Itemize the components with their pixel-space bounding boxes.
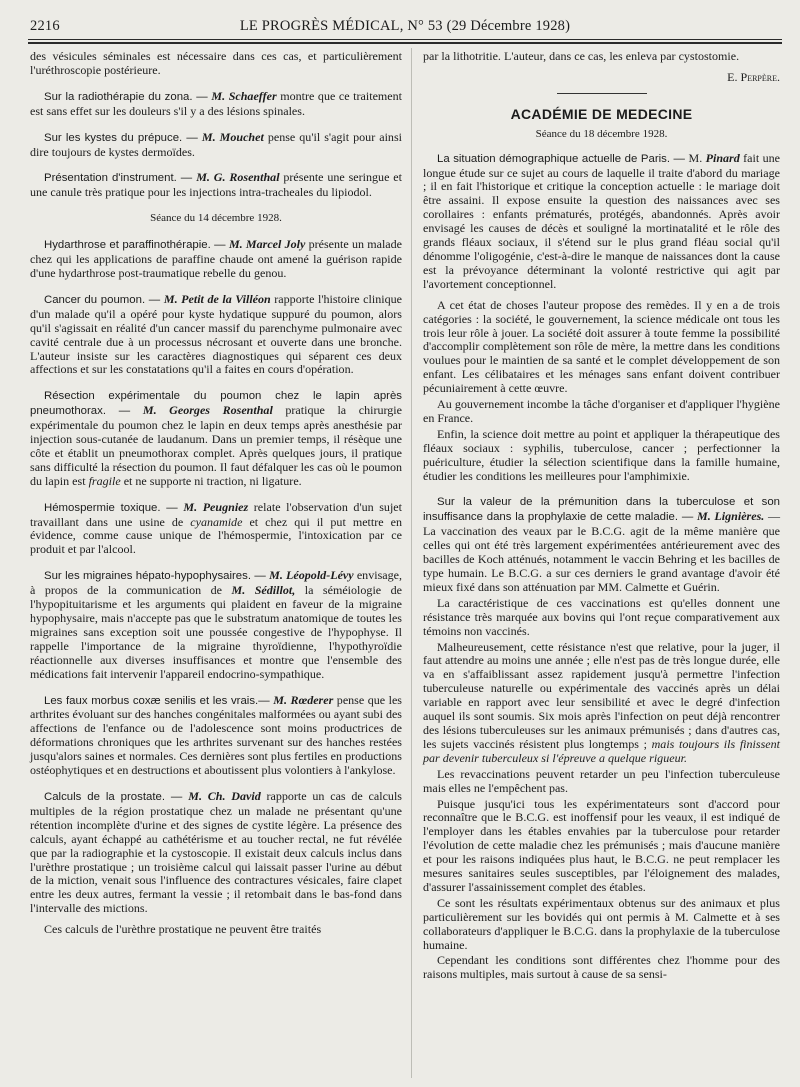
paragraph-text: pense qu'il s'agit pour ainsi dire toujours de kystes dermoïdes. — [30, 129, 402, 159]
section-heading: ACADÉMIE DE MEDECINE — [510, 105, 693, 122]
page-number: 2216 — [30, 18, 60, 34]
author-name: M. Georges Rosenthal — [142, 403, 273, 418]
item-title: Calculs de la prostate. — — [44, 790, 189, 803]
paragraph — [30, 238, 402, 281]
paragraph — [30, 569, 402, 681]
header-rule-thick — [28, 42, 782, 44]
paragraph — [423, 641, 780, 766]
paragraph-text: relate l'observation d'un sujet travaillant dans une usine de — [30, 499, 403, 529]
paragraph: Les revaccinations peuvent retarder un peu l'infection tuberculeuse mais elles ne l'empêchent pas. — [423, 766, 780, 795]
paragraph-text: — La vaccination des veaux par le B.C.G. agit de la même manière que celles qui ont été très largement expérimentées antérieurement avec des bacilles de Koch atténués, notamment le vaccin Behring et les bacilles de type humain. Le B.C.G. a sur ces derniers le grand avantage d'avoir été mieux fixé dans son atténuation par MM. Calmette et Guérin. — [423, 509, 780, 594]
item-title: Résection expérimentale du poumon chez le lapin après pneumothorax. — — [30, 390, 402, 418]
author-name: M. Marcel Joly — [228, 237, 306, 252]
paragraph-text: fait une longue étude sur ce sujet au cours de laquelle il traite d'abord du mariage ; il en fait l'historique et critique la conception actuelle : le mariage doit être assaini. Il expose ensuite la question des naissances avec ses corollaires : enfants prématurés, protégés, abandonnés. Après avoir envisagé les causes de décès et souligné la mortinatalité et le rôle des grands fléaux sociaux, il s'étend sur le plus grand fléau social qu'il dénomme l'oligogénie, c'est-à-dire le manque de naissances dont la cause est la prévoyance déterminant la volonté restrictive qui agit par l'avortement conceptionnel. — [423, 150, 780, 291]
paragraph: des vésicules séminales est nécessaire dans ces cas, et particulièrement l'uréthroscopie postérieure. — [30, 49, 402, 77]
right-column — [423, 50, 780, 984]
paragraph — [423, 152, 780, 292]
paragraph: La caractéristique de ces vaccinations est qu'elles donnent une résistance très marquée aux bovins qui l'ont reçue comparativement aux témoins non vaccinés. — [423, 595, 780, 638]
paragraph — [30, 501, 402, 558]
item-title: Sur la radiothérapie du zona. — — [44, 90, 212, 103]
paragraph-text: envisage, à propos de la communication de — [30, 568, 402, 598]
paragraph-text: Malheureusement, cette résistance n'est que relative, pour la juger, il faut attendre au moins une année ; elle n'est pas de très longue durée, elle va en s'affaiblissant assez rapidement jusqu'à permettre l'infection tuberculeuse naturelle ou expérimentale des vaccinés après un délai variable en rapport avec leur sensibilité et avec le degré d'infection auquel ils sont soumis. Six mois après l'infection on peut déjà rencontrer des lésions tuberculeuses sur les animaux prémunisés ; dans d'autres cas, les sujets vaccinés résistent plus longtemps ; — [423, 639, 780, 751]
paragraph — [30, 790, 402, 916]
item-title: Hydarthrose et paraffinothérapie. — — [44, 239, 229, 252]
journal-title: LE PROGRÈS MÉDICAL, N° 53 (29 Décembre 1928) — [239, 18, 571, 34]
paragraph: Puisque jusqu'ici tous les expérimentateurs sont d'accord pour reconnaître que le B.C.G. est inoffensif pour les veaux, il est indiqué de l'employer dans les étables envahies par la tuberculose pour retarder l'évolution de cette maladie chez les prémunisés ; mais d'aucune manière et pour les raisons indiquées plus haut, le B.C.G. ne peut remplacer les mesures sanitaires seules susceptibles, par l'éloignement des malades, d'assurer l'assainissement complet des étables. — [423, 796, 780, 894]
paragraph-text: présente une seringue et une canule très pratique pour les injections intra-tracheales du lipiodol. — [30, 170, 402, 200]
paragraph: Cependant les conditions sont différentes chez l'homme pour des raisons multiples, mais surtout à cause de sa sensi- — [423, 953, 780, 982]
paragraph: Enfin, la science doit mettre au point et appliquer la thérapeutique des fléaux sociaux : syphilis, tuberculose, cancer ; perfectionner la puériculture, étudier la sélection scientifique dans la famille humaine, étudier les conditions les meilleures pour l'amphimixie. — [423, 426, 780, 483]
author-name: M. Léopold-Lévy — [269, 568, 354, 583]
paragraph-text: pense que les arthrites évoluant sur des hanches congénitales malformées ou ayant subi des affections de l'enfance ou de l'adolescence sont moins productrices de déformations chroniques que les arthrites survenant sur des hanches restées jusqu'alors saines et normales. Ces dernières sont plus fertiles en productions ostéophytiques et en destructions et aboutissent plus volontiers à l'ankylose. — [30, 692, 403, 778]
author-name: M. G. Rosenthal — [196, 170, 280, 185]
paragraph — [30, 694, 402, 778]
author-name: M. Schaeffer — [211, 88, 277, 103]
session-date: Séance du 18 décembre 1928. — [535, 127, 668, 140]
paragraph — [423, 495, 780, 594]
author-name: M. Petit de la Villéon — [163, 291, 271, 306]
paragraph-text: et chez qui il put mettre en évidence, comme cause unique de l'hémospermie, l'intoxication par ce produit et par l'alcool. — [30, 514, 403, 557]
paragraph — [30, 293, 402, 377]
item-title: Sur les kystes du prépuce. — — [44, 131, 202, 144]
paragraph-text: rapporte l'histoire clinique d'un malade qu'il a opéré pour kyste hydatique suppuré du poumon, alors qu'il s'agissait en réalité d'un cancer massif du parenchyme pulmonaire avec cavité centrale due à un processus nécrosant et ouverte dans une bronche. L'auteur insiste sur les caractères diagnostiques qui séparent ces deux affections et sur les constatations qu'il a faites en cours d'opération. — [30, 291, 402, 377]
item-title: Les faux morbus coxæ senilis et les vrais.— — [44, 694, 274, 707]
paragraph — [30, 389, 402, 488]
paragraph: Ce sont les résultats expérimentaux obtenus sur des animaux et plus particulièrement sur les bovidés qui ont permis à M. Calmette et à ses collaborateurs d'appliquer le B.C.G. dans la prophylaxie de la tuberculose humaine. — [423, 895, 780, 952]
session-date: Séance du 14 décembre 1928. — [150, 212, 282, 225]
author-name: M. Peugniez — [183, 499, 249, 514]
author-name: M. Mouchet — [201, 129, 264, 144]
paragraph — [30, 90, 402, 119]
paragraph-text: la séméiologie de l'hypopituitarisme et les arguments qui plaident en faveur de la migraine hypophysaire, mais n'accepte pas que le substratum anatomique de toutes les migraines sans exception soit une poussée congestive de l'hypophyse. Il rappelle l'importance de la migraine thyroïdienne, l'hypothyroïdie réactionnelle aux diverses insuffisances et montre que l'ensemble des médications fait intervenir l'appareil endocrino-sympathique. — [30, 583, 403, 681]
italic-word: cyanamide — [190, 514, 243, 529]
paragraph: Au gouvernement incombe la tâche d'organiser et d'appliquer l'hygiène en France. — [423, 397, 780, 425]
author-name: Pinard — [705, 150, 740, 165]
paragraph-text: rapporte un cas de calculs multiples de la région prostatique chez un malade ne présentant qu'une rétention incomplète d'urine et des signes de cystite légère. La présence des calculs, ayant échappé au cathétérisme et au toucher rectal, ne fut révélée que par la radiographie et la cystoscopie. Il existait deux calculs inclus dans l'urèthre prostatique ; un troisième calcul qui laissait passer l'urine au début de la miction, venait sous l'influence des contractures vésicales, faire clapet entre les deux autres, fermant la vessie ; il retombait dans le bas-fond dans l'intervalle des mictions. — [30, 788, 402, 916]
author-name: M. Sédillot, — [231, 583, 296, 598]
item-title: Présentation d'instrument. — — [44, 172, 197, 185]
author-prefix: M. — [688, 150, 706, 165]
author-name: M. Rœderer — [273, 692, 334, 707]
paragraph-text: et ne supporte ni traction, ni ligature. — [120, 473, 302, 488]
header-rule — [28, 39, 782, 40]
paragraph — [30, 131, 402, 160]
paragraph: par la lithotritie. L'auteur, dans ce cas, les enleva par cystostomie. — [423, 49, 740, 63]
column-divider — [411, 48, 412, 1078]
left-column — [30, 50, 402, 944]
italic-word: fragile — [88, 473, 121, 488]
item-title: Sur les migraines hépato-hypophysaires. — — [44, 570, 270, 583]
author-name: M. Lignières. — [697, 509, 765, 524]
author-signature: E. Perpère. — [727, 69, 780, 84]
item-title: La situation démographique actuelle de Paris. — — [437, 152, 689, 165]
italic-sentence: mais toujours ils finissent par devenir tuberculeux si l'épreuve a quelque rigueur. — [423, 736, 780, 765]
paragraph-text: montre que ce traitement est sans effet sur les douleurs s'il y a des lésions spinales. — [30, 88, 403, 118]
item-title: Hémospermie toxique. — — [44, 501, 184, 514]
item-title: Sur la valeur de la prémunition dans la tuberculose et son insuffisance dans la prophylaxie de cette maladie. — — [423, 496, 780, 524]
paragraph-text: pratique la chirurgie expérimentale du poumon chez le lapin en deux temps après anesthésie par injection sous-cutanée de laudanum. Dans un premier temps, il résèque une côte et établit un pneumothorax complet. Après quelques jours, il pratique sans difficulté la résection du poumon. Il faut défalquer les cas où le poumon du lapin est — [30, 403, 402, 488]
paragraph: Ces calculs de l'urèthre prostatique ne peuvent être traités — [44, 922, 322, 937]
author-name: M. Ch. David — [188, 788, 261, 803]
paragraph: A cet état de choses l'auteur propose des remèdes. Il y en a de trois catégories : la société, le gouvernement, la science médicale ont tous les trois leur rôle à jouer. La société doit assurer à toute femme la possibilité d'accomplir complètement son rôle de mère, la mettre dans les conditions voulues pour le maintien de sa santé et le complet développement de son enfant. Les célibataires et les ménages sans enfant doivent contribuer pécuniairement à cette œuvre. — [423, 297, 780, 396]
item-title: Cancer du poumon. — — [44, 293, 164, 306]
section-separator — [557, 93, 647, 94]
paragraph-text: présente un malade chez qui les applications de paraffine chaude ont amené la guérison rapide d'une hydarthrose post-traumatique rebelle du genou. — [30, 237, 403, 280]
paragraph — [30, 171, 402, 200]
running-header — [30, 16, 780, 40]
